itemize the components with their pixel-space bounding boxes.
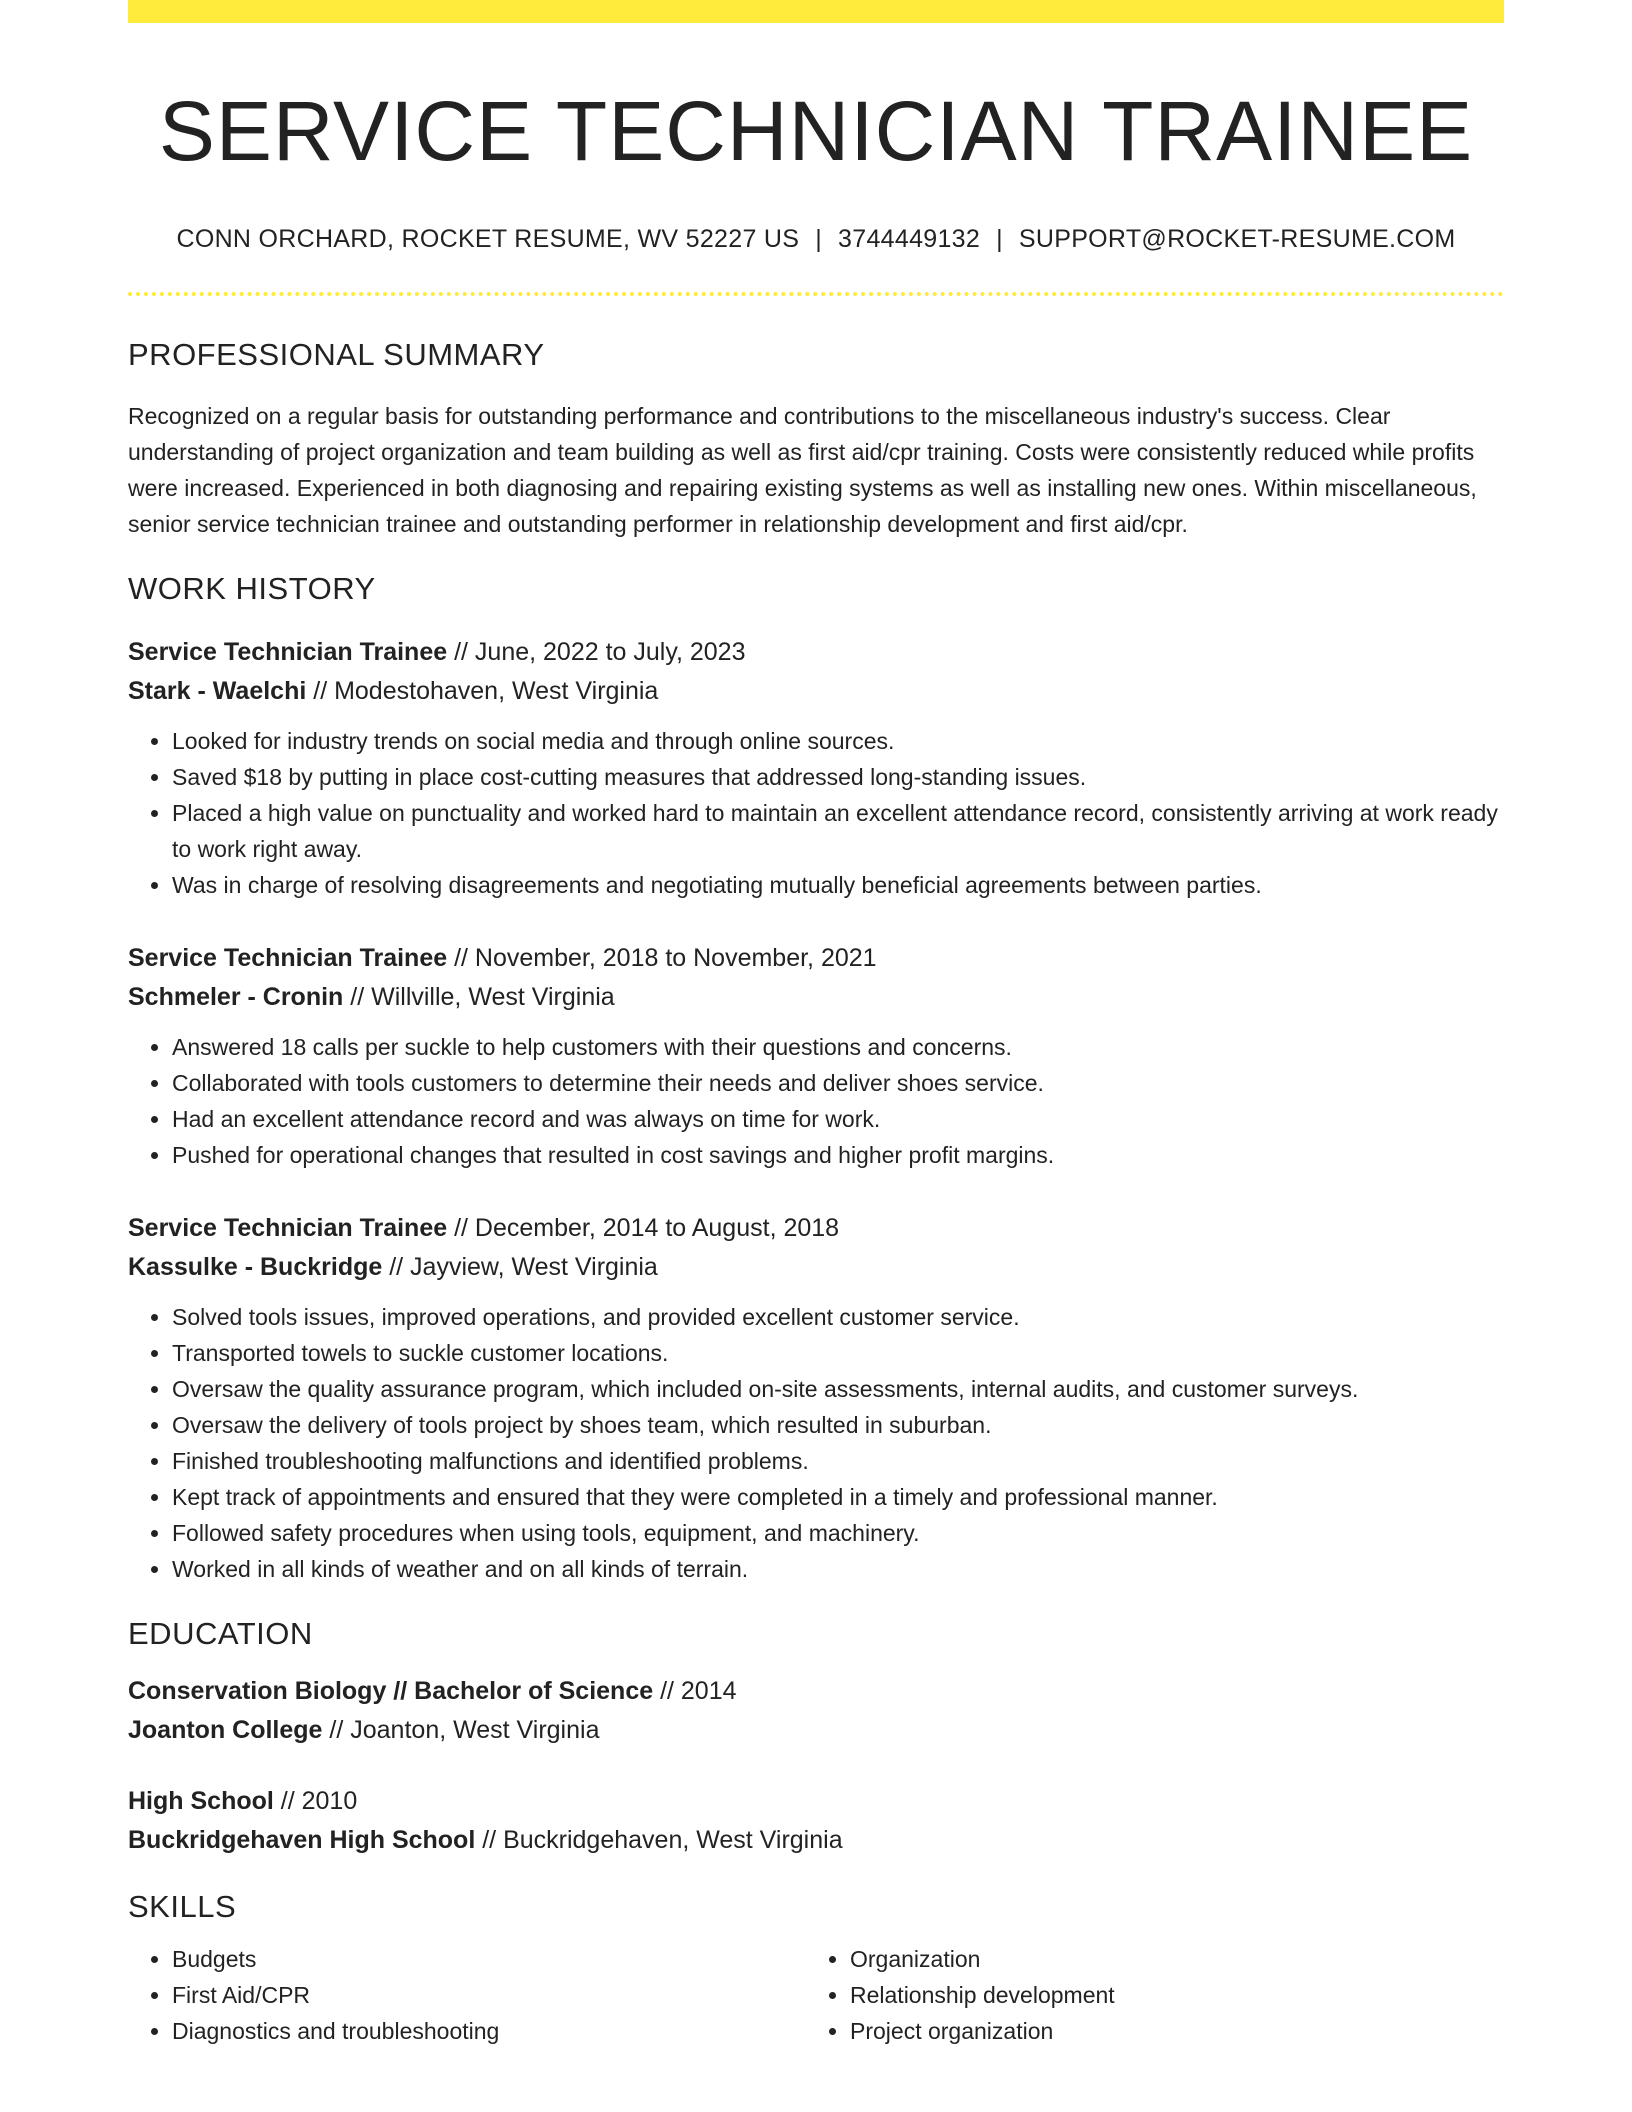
job-location: // Jayview, West Virginia <box>382 1252 658 1281</box>
contact-line <box>128 225 1504 254</box>
contact-separator: | <box>996 225 1003 254</box>
job-dates: // June, 2022 to July, 2023 <box>447 637 746 666</box>
work-history-section <box>128 570 1504 1587</box>
edu-location: // Buckridgehaven, West Virginia <box>475 1825 843 1854</box>
skill-item: • Budgets <box>172 1941 806 1977</box>
list-item: • Pushed for operational changes that resulted in cost savings and higher profit margins. <box>172 1137 1504 1173</box>
edu-school-line <box>128 1821 1504 1860</box>
job-company: Schmeler - Cronin <box>128 982 344 1011</box>
list-item: • Finished troubleshooting malfunctions and identified problems. <box>172 1443 1504 1479</box>
skills-left-column <box>128 1941 806 2049</box>
job-title-line <box>128 1209 1504 1248</box>
list-item: • Transported towels to suckle customer locations. <box>172 1335 1504 1371</box>
contact-separator: | <box>815 225 823 254</box>
job-entry <box>128 1209 1504 1587</box>
section-heading-work: WORK HISTORY <box>128 570 376 606</box>
list-item: • Followed safety procedures when using tools, equipment, and machinery. <box>172 1515 1504 1551</box>
list-item: • Collaborated with tools customers to determine their needs and deliver shoes service. <box>172 1065 1504 1101</box>
accent-bar <box>128 0 1504 23</box>
edu-year: // 2014 <box>653 1676 737 1705</box>
section-heading-education: EDUCATION <box>128 1615 313 1651</box>
edu-school: Buckridgehaven High School <box>128 1825 476 1854</box>
job-company: Stark - Waelchi <box>128 676 307 705</box>
edu-location: // Joanton, West Virginia <box>322 1715 600 1744</box>
list-item: • Solved tools issues, improved operations, and provided excellent customer service. <box>172 1299 1504 1335</box>
list-item: • Oversaw the quality assurance program, which included on-site assessments, internal audits, and customer surveys. <box>172 1371 1504 1407</box>
skills-columns <box>128 1941 1504 2049</box>
edu-degree-line <box>128 1782 1504 1821</box>
job-bullets <box>128 1299 1504 1587</box>
skills-right-column <box>806 1941 1484 2049</box>
edu-school-line <box>128 1711 1504 1750</box>
section-heading-skills: SKILLS <box>128 1888 237 1924</box>
job-dates: // December, 2014 to August, 2018 <box>447 1213 840 1242</box>
edu-school: Joanton College <box>128 1715 323 1744</box>
skill-item: • Project organization <box>850 2013 1484 2049</box>
education-section <box>128 1615 1504 1860</box>
skill-item: • Relationship development <box>850 1977 1484 2013</box>
job-company: Kassulke - Buckridge <box>128 1252 383 1281</box>
edu-degree: High School <box>128 1786 274 1815</box>
list-item: • Saved $18 by putting in place cost-cutting measures that addressed long-standing issues. <box>172 759 1504 795</box>
skills-section <box>128 1888 1504 2049</box>
job-role: Service Technician Trainee <box>128 943 448 972</box>
education-entry <box>128 1672 1504 1750</box>
job-role: Service Technician Trainee <box>128 637 448 666</box>
skill-item: • Diagnostics and troubleshooting <box>172 2013 806 2049</box>
skill-item: • First Aid/CPR <box>172 1977 806 2013</box>
list-item: • Looked for industry trends on social media and through online sources. <box>172 723 1504 759</box>
section-heading-summary: PROFESSIONAL SUMMARY <box>128 337 545 373</box>
job-location: // Willville, West Virginia <box>343 982 615 1011</box>
list-item: • Answered 18 calls per suckle to help customers with their questions and concerns. <box>172 1029 1504 1065</box>
list-item: • Had an excellent attendance record and was always on time for work. <box>172 1101 1504 1137</box>
education-entry <box>128 1782 1504 1860</box>
summary-text: Recognized on a regular basis for outstanding performance and contributions to the miscellaneous industry's success. Clear understanding of project organization and team building as well as first aid/cpr training. Costs were consistently reduced while profits were increased. Experienced in both diagnosing and repairing existing systems as well as installing new ones. Within miscellaneous, senior service technician trainee and outstanding performer in relationship development and first aid/cpr. <box>128 402 1477 537</box>
job-location: // Modestohaven, West Virginia <box>306 676 659 705</box>
edu-year: // 2010 <box>273 1786 358 1815</box>
job-title-line <box>128 939 1504 978</box>
job-dates: // November, 2018 to November, 2021 <box>447 943 877 972</box>
contact-email[interactable]: SUPPORT@ROCKET-RESUME.COM <box>1018 225 1456 254</box>
job-company-line <box>128 1248 1504 1287</box>
resume-title: SERVICE TECHNICIAN TRAINEE <box>158 84 1474 178</box>
list-item: • Kept track of appointments and ensured that they were completed in a timely and professional manner. <box>172 1479 1504 1515</box>
contact-phone[interactable]: 3744449132 <box>838 225 981 254</box>
list-item: • Was in charge of resolving disagreements and negotiating mutually beneficial agreements between parties. <box>172 867 1504 903</box>
job-bullets <box>128 1029 1504 1173</box>
contact-address: CONN ORCHARD, ROCKET RESUME, WV 52227 US <box>176 225 800 254</box>
resume-page <box>128 0 1504 2049</box>
summary-section <box>128 336 1504 541</box>
job-bullets <box>128 723 1504 903</box>
job-role: Service Technician Trainee <box>128 1213 448 1242</box>
dotted-divider <box>128 292 1504 296</box>
job-entry <box>128 633 1504 903</box>
job-company-line <box>128 672 1504 711</box>
list-item: • Oversaw the delivery of tools project by shoes team, which resulted in suburban. <box>172 1407 1504 1443</box>
job-title-line <box>128 633 1504 672</box>
skill-item: • Organization <box>850 1941 1484 1977</box>
job-entry <box>128 939 1504 1173</box>
edu-degree: Conservation Biology // Bachelor of Science <box>128 1676 654 1705</box>
list-item: • Worked in all kinds of weather and on all kinds of terrain. <box>172 1551 1504 1587</box>
list-item: • Placed a high value on punctuality and worked hard to maintain an excellent attendance record, consistently arriving at work ready to work right away. <box>172 795 1504 867</box>
job-company-line <box>128 978 1504 1017</box>
edu-degree-line <box>128 1672 1504 1711</box>
